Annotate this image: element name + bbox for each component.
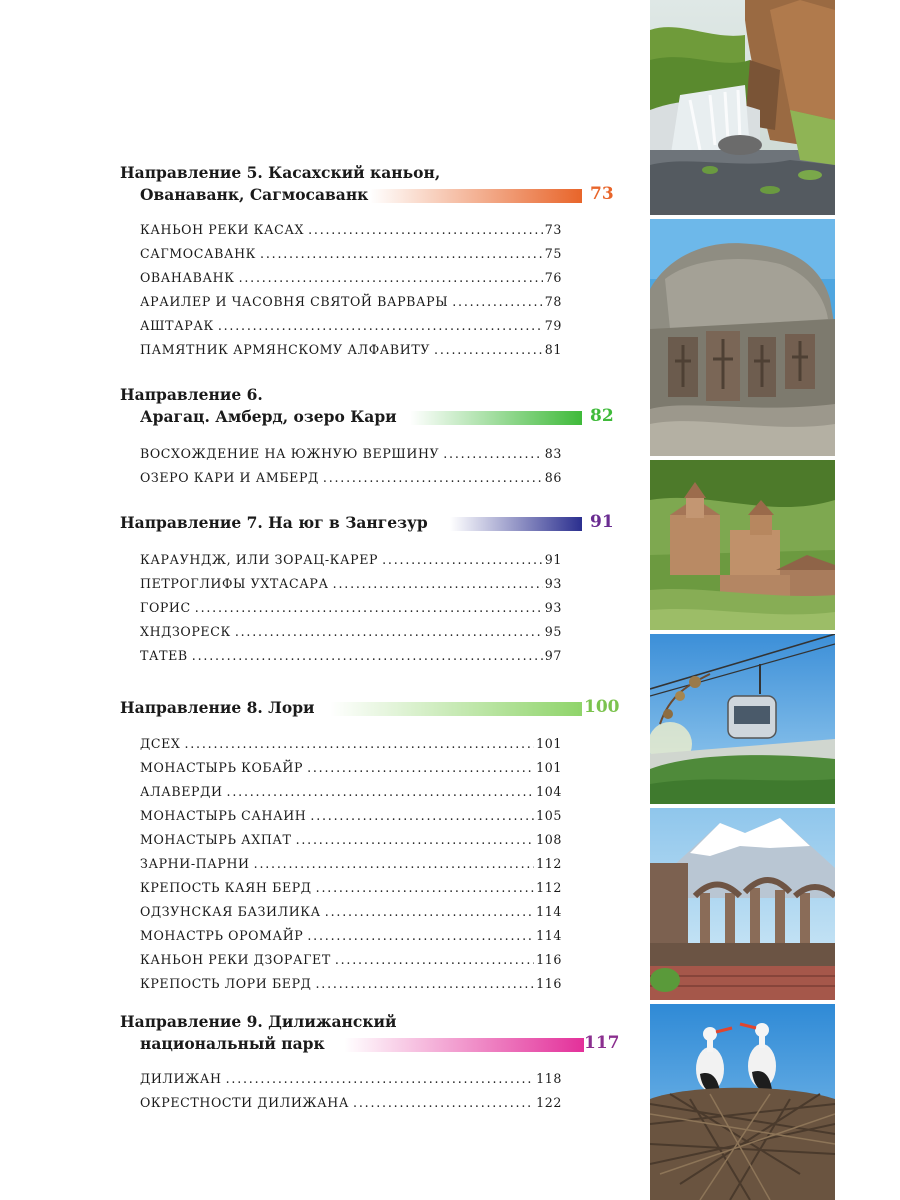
section-9 <box>120 1011 620 1110</box>
toc-entry[interactable]: КРЕПОСТЬ КАЯН БЕРД ..... 112 <box>140 876 562 900</box>
section-7-page[interactable]: 91 <box>590 512 614 532</box>
section-8-entries <box>140 732 562 996</box>
toc-entry[interactable]: АШТАРАК ..... 79 <box>140 314 562 338</box>
section-8-bar <box>330 702 582 716</box>
toc-entry[interactable]: КАНЬОН РЕКИ ДЗОРАГЕТ ..... 116 <box>140 948 562 972</box>
toc-entry[interactable]: КАНЬОН РЕКИ КАСАХ ..... 73 <box>140 218 562 242</box>
section-7 <box>120 512 620 663</box>
toc-entry[interactable]: МОНАСТРЬ ОРОМАЙР ..... 114 <box>140 924 562 948</box>
section-7-entries <box>140 548 562 668</box>
photo-monastery <box>650 460 835 630</box>
section-5-bar <box>370 189 582 203</box>
section-8-title: Направление 8. Лори <box>120 698 315 717</box>
section-5-title-line2: Ованаванк, Сагмосаванк <box>140 185 369 204</box>
toc-entry[interactable]: ОВАНАВАНК ..... 76 <box>140 266 562 290</box>
toc-entry[interactable]: САГМОСАВАНК ..... 75 <box>140 242 562 266</box>
section-6-title-line2: Арагац. Амберд, озеро Кари <box>140 407 397 426</box>
toc-entry[interactable]: КАРАУНДЖ, ИЛИ ЗОРАЦ-КАРЕР ..... 91 <box>140 548 562 572</box>
toc-entry[interactable]: ОКРЕСТНОСТИ ДИЛИЖАНА ..... 122 <box>140 1091 562 1115</box>
toc-entry[interactable]: МОНАСТЫРЬ АХПАТ ..... 108 <box>140 828 562 852</box>
toc-entry[interactable]: МОНАСТЫРЬ САНАИН ..... 105 <box>140 804 562 828</box>
toc-entry[interactable]: ОДЗУНСКАЯ БАЗИЛИКА ..... 114 <box>140 900 562 924</box>
section-7-bar <box>450 517 582 531</box>
section-6-title-line1: Направление 6. <box>120 385 263 404</box>
toc-entry[interactable]: АРАИЛЕР И ЧАСОВНЯ СВЯТОЙ ВАРВАРЫ ..... 78 <box>140 290 562 314</box>
section-5-title-line1: Направление 5. Касахский каньон, <box>120 163 441 182</box>
section-6-page[interactable]: 82 <box>590 406 614 426</box>
photo-ruins-mountain <box>650 808 835 1000</box>
section-5-entries <box>140 218 562 362</box>
section-6-entries <box>140 442 562 490</box>
section-6-bar <box>410 411 582 425</box>
section-6 <box>120 384 620 485</box>
toc-entry[interactable]: ГОРИС ..... 93 <box>140 596 562 620</box>
toc-entry[interactable]: ДИЛИЖАН ..... 118 <box>140 1067 562 1091</box>
section-7-title: Направление 7. На юг в Зангезур <box>120 513 428 532</box>
toc-entry[interactable]: ДСЕХ ..... 101 <box>140 732 562 756</box>
photo-column <box>650 0 835 1200</box>
section-9-title-line2: национальный парк <box>140 1034 325 1053</box>
section-9-page[interactable]: 117 <box>584 1033 620 1053</box>
toc-entry[interactable]: МОНАСТЫРЬ КОБАЙР ..... 101 <box>140 756 562 780</box>
section-8-page[interactable]: 100 <box>584 697 620 717</box>
toc-entry[interactable]: ОЗЕРО КАРИ И АМБЕРД ..... 86 <box>140 466 562 490</box>
section-9-bar <box>344 1038 584 1052</box>
section-9-entries <box>140 1067 562 1115</box>
toc-entry[interactable]: ВОСХОЖДЕНИЕ НА ЮЖНУЮ ВЕРШИНУ ..... 83 <box>140 442 562 466</box>
toc-entry[interactable]: ПАМЯТНИК АРМЯНСКОМУ АЛФАВИТУ ..... 81 <box>140 338 562 362</box>
toc-entry[interactable]: ТАТЕВ ..... 97 <box>140 644 562 668</box>
toc-entry[interactable]: ПЕТРОГЛИФЫ УХТАСАРА ..... 93 <box>140 572 562 596</box>
photo-cable-car <box>650 634 835 804</box>
toc-entry[interactable]: ХНДЗОРЕСК ..... 95 <box>140 620 562 644</box>
photo-storks-nest <box>650 1004 835 1200</box>
toc-entry[interactable]: АЛАВЕРДИ ..... 104 <box>140 780 562 804</box>
toc-entry[interactable]: ЗАРНИ-ПАРНИ ..... 112 <box>140 852 562 876</box>
photo-waterfall <box>650 0 835 215</box>
toc-entry[interactable]: КРЕПОСТЬ ЛОРИ БЕРД ..... 116 <box>140 972 562 996</box>
section-9-title-line1: Направление 9. Дилижанский <box>120 1012 397 1031</box>
photo-rock-khachkars <box>650 219 835 456</box>
section-8 <box>120 697 620 991</box>
section-5 <box>120 162 620 357</box>
section-5-page[interactable]: 73 <box>590 184 614 204</box>
